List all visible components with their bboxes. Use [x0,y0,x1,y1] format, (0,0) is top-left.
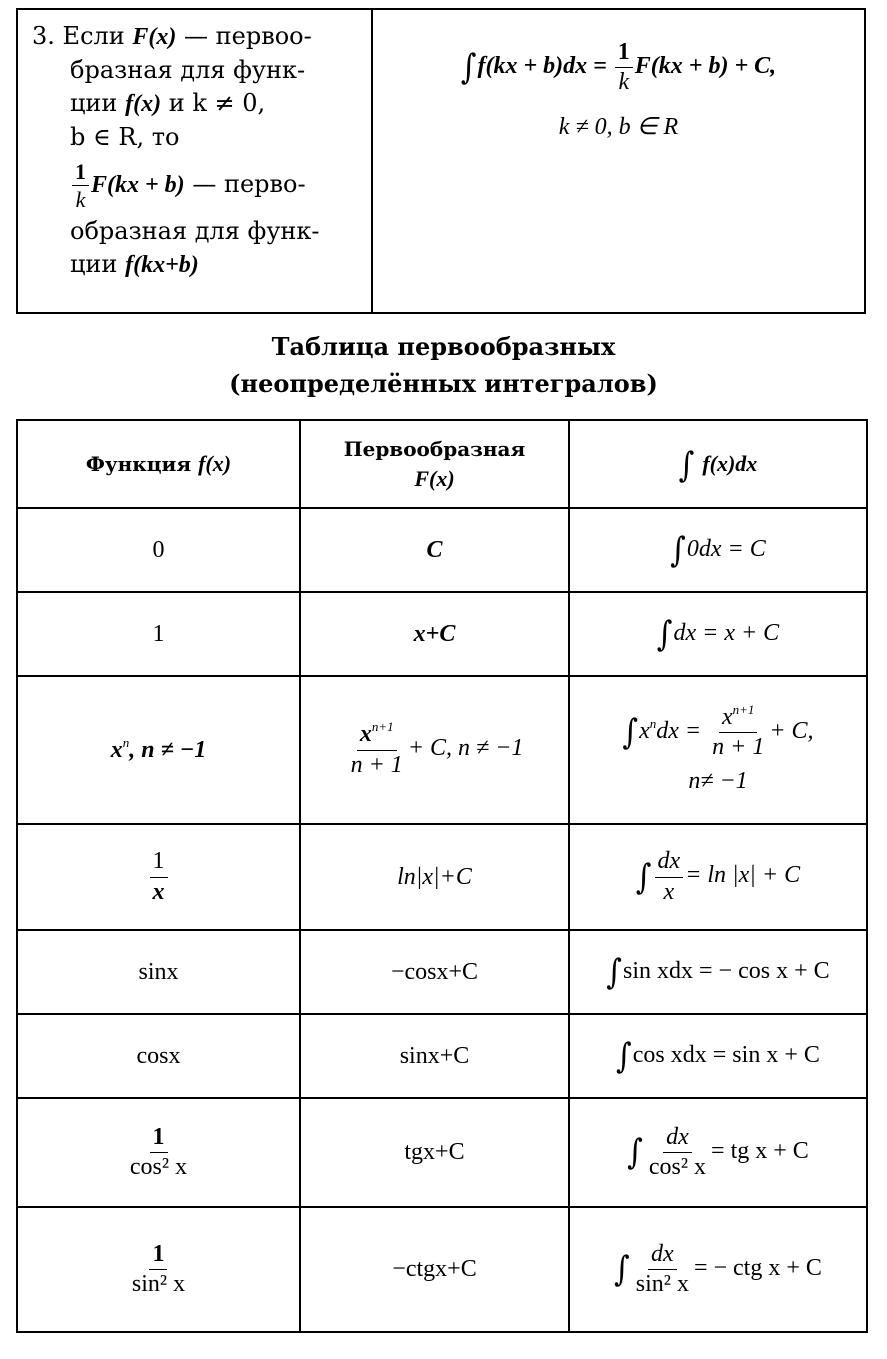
table-row: $x^n$, n ≠ −1 $\frac{x^{n+1}}{n + 1}$ + C, n ≠ −1 $\int x^ndx$ = $\frac{x^{n+1}}{n + 1}$ + C, n≠ −1 [17,676,867,824]
table-row: $\frac{1}{x}$ ln|x|+C ∫ $\frac{dx}{x}$ = ln |x| + C [17,824,867,930]
table-row: $\frac{1}{\text{cos² x}}$ tgx+C ∫ $\frac{dx}{\text{cos² x}}$ = tg x + C [17,1098,867,1207]
rule-formula: ∫f(kx + b)dx = $\frac{1}{k}$ F(kx + b) + C, [460,39,777,96]
table-subtitle: (неопределённых интегралов) [229,369,658,398]
header-function: Функция f(x) [17,420,300,508]
rule-formula-condition: k ≠ 0, b ∈ R [558,114,679,140]
header-antiderivative: Первообразная F(x) [300,420,569,508]
rule-statement: 3. Если F(x) — первоо- бразная для функ- ции f(x) и k ≠ 0, b ∈ R, то $\frac{1}{k}$ F(kx + b) — перво- образная для функ- ции f(kx+b) [32,22,320,279]
rule-number: 3. [32,22,55,50]
table-row: 0 C ∫0dx = C [17,508,867,592]
table-title: Таблица первообразных [271,332,616,361]
header-integral: ∫ f(x)dx [569,420,867,508]
rule-box [16,8,866,314]
antiderivative-table [16,419,868,1333]
table-row: 1 x+C ∫dx = x + C [17,592,867,676]
table-row: sinx −cosx+C ∫sin xdx = − cos x + C [17,930,867,1014]
table-header-row [17,420,867,508]
table-row: $\frac{1}{\text{sin² x}}$ −ctgx+C ∫ $\frac{dx}{\text{sin² x}}$ = − ctg x + C [17,1207,867,1332]
table-row: cosx sinx+C ∫cos xdx = sin x + C [17,1014,867,1098]
rule-statement-cell [18,10,373,312]
rule-formula-cell [373,10,864,312]
